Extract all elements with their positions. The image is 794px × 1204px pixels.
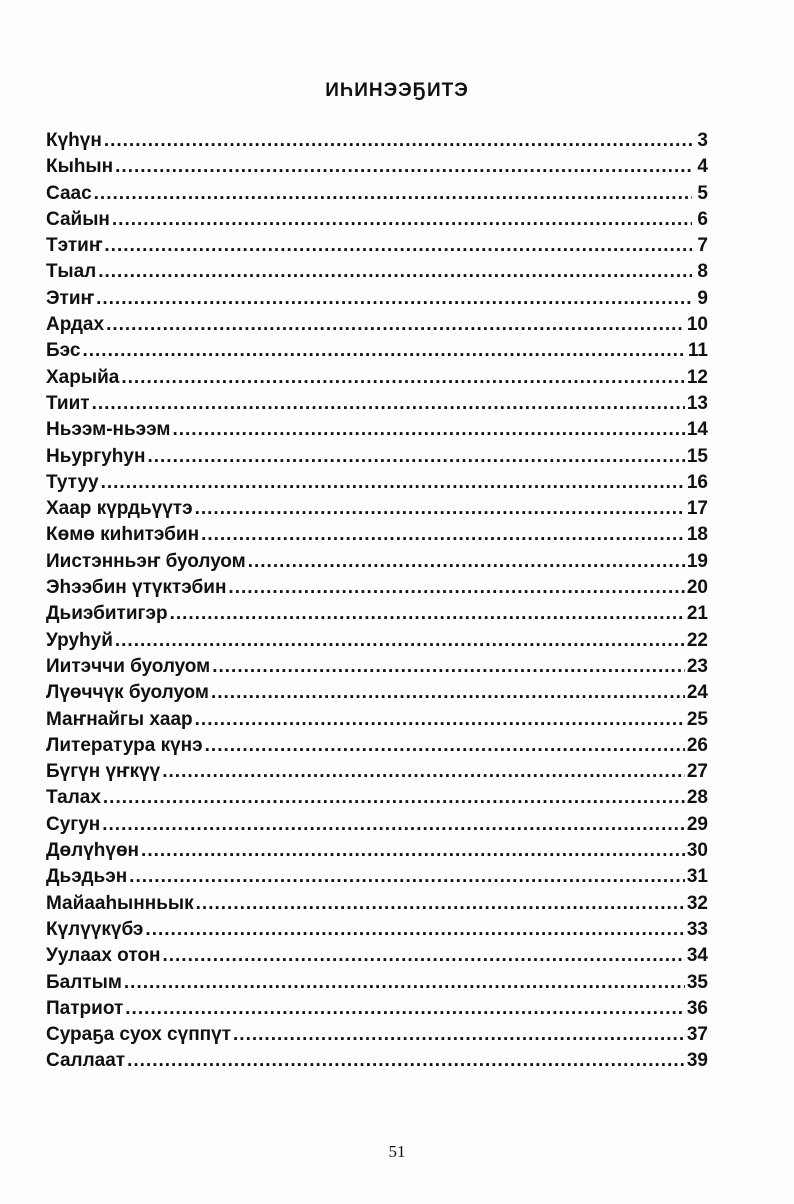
toc-entry-title: Ардах	[46, 314, 105, 336]
toc-entry-title: Тиит	[46, 392, 90, 414]
toc-entry-page: 22	[686, 629, 708, 651]
dot-leader	[103, 785, 685, 811]
toc-entry-page: 25	[686, 708, 708, 730]
toc-entry	[46, 154, 708, 180]
toc-entry-title: Балтым	[46, 971, 122, 993]
toc-entry-title: Лүөччүк буолуом	[46, 682, 209, 704]
dot-leader	[228, 575, 684, 601]
dot-leader	[102, 812, 685, 838]
toc-entry-title: Тыал	[46, 261, 97, 283]
dot-leader	[129, 864, 685, 890]
toc-entry-page: 11	[687, 340, 708, 362]
toc-entry-page: 10	[686, 314, 708, 336]
toc-entry	[46, 181, 708, 207]
dot-leader	[82, 338, 685, 364]
toc-entry	[46, 365, 708, 391]
toc-entry-page: 28	[686, 787, 708, 809]
toc-entry-page: 15	[686, 445, 708, 467]
toc-entry	[46, 128, 708, 154]
toc-entry-page: 19	[686, 550, 708, 572]
toc-entry-title: Тутуу	[46, 471, 99, 493]
toc-entry	[46, 733, 708, 759]
toc-entry-title: Майааһынньык	[46, 892, 194, 914]
toc-entry-title: Харыйа	[46, 366, 120, 388]
dot-leader	[141, 838, 685, 864]
dot-leader	[98, 259, 692, 285]
toc-entry	[46, 286, 708, 312]
toc-entry	[46, 680, 708, 706]
toc-entry	[46, 470, 708, 496]
toc-entry	[46, 259, 708, 285]
toc-entry-title: Маҥнайгы хаар	[46, 708, 193, 730]
toc-entry-page: 24	[686, 682, 708, 704]
dot-leader	[94, 181, 692, 207]
toc-entry-page: 26	[686, 734, 708, 756]
toc-entry	[46, 812, 708, 838]
toc-entry-page: 23	[686, 655, 708, 677]
toc-entry-title: Тэтиҥ	[46, 235, 103, 257]
toc-entry	[46, 785, 708, 811]
toc-entry	[46, 549, 708, 575]
dot-leader	[124, 970, 685, 996]
toc-entry-title: Кыһын	[46, 156, 114, 178]
toc-entry-title: Күһүн	[46, 130, 102, 151]
toc-entry-page: 27	[686, 761, 708, 783]
toc-entry-page: 6	[697, 208, 708, 230]
dot-leader	[92, 391, 685, 417]
toc-entry	[46, 654, 708, 680]
dot-leader	[115, 628, 685, 654]
dot-leader	[172, 417, 684, 443]
toc-entry-title: Ньургуһун	[46, 445, 146, 467]
toc-entry-title: Саллаат	[46, 1050, 126, 1072]
toc-entry	[46, 496, 708, 522]
toc-entry	[46, 996, 708, 1022]
toc-entry-page: 14	[686, 419, 708, 441]
dot-leader	[233, 1022, 685, 1048]
toc-entry	[46, 417, 708, 443]
dot-leader	[205, 733, 685, 759]
toc-entry-title: Сураҕа суох сүппүт	[46, 1024, 232, 1046]
toc-entry-page: 17	[686, 498, 708, 520]
dot-leader	[96, 286, 692, 312]
toc-entry-title: Дьиэбитигэр	[46, 603, 168, 625]
toc-entry-title: Бэс	[46, 340, 81, 362]
toc-entry-page: 36	[686, 997, 708, 1019]
toc-entry-title: Дөлүһүөн	[46, 840, 140, 862]
dot-leader	[101, 470, 685, 496]
toc-entry-page: 3	[697, 130, 708, 151]
toc-entry-page: 20	[686, 577, 708, 599]
toc-entry-page: 30	[686, 840, 708, 862]
dot-leader	[121, 365, 685, 391]
toc-entry-title: Литература күнэ	[46, 734, 203, 756]
toc-entry-page: 32	[686, 892, 708, 914]
toc-entry-title: Уруһуй	[46, 629, 113, 651]
toc-entry-title: Ньээм-ньээм	[46, 419, 171, 441]
toc-entry-page: 5	[697, 182, 708, 204]
dot-leader	[115, 154, 692, 180]
toc-entry-title: Иистэнньэҥ буолуом	[46, 550, 246, 572]
toc-entry-page: 33	[686, 918, 708, 940]
dot-leader	[104, 233, 692, 259]
toc-entry	[46, 891, 708, 917]
dot-leader	[162, 759, 685, 785]
toc-entry-title: Эһээбин үтүктэбин	[46, 577, 227, 599]
toc-entry-title: Сайын	[46, 208, 110, 230]
toc-entry-page: 7	[697, 235, 708, 257]
dot-leader	[212, 654, 685, 680]
toc-entry-page: 31	[686, 866, 708, 888]
page-number: 51	[388, 1142, 406, 1161]
toc-entry-title: Дьэдьэн	[46, 866, 128, 888]
toc-entry	[46, 917, 708, 943]
toc-entry-page: 34	[686, 945, 708, 967]
page-title: ИҺИНЭЭҔИТЭ	[325, 80, 469, 101]
dot-leader	[170, 601, 685, 627]
dot-leader	[145, 917, 684, 943]
toc-entry	[46, 838, 708, 864]
toc-entry-page: 29	[686, 813, 708, 835]
toc-entry-title: Уулаах отон	[46, 945, 161, 967]
dot-leader	[248, 549, 685, 575]
dot-leader	[147, 444, 684, 470]
dot-leader	[104, 128, 692, 154]
toc-entry-title: Патриот	[46, 997, 124, 1019]
toc-entry	[46, 444, 708, 470]
toc-entry	[46, 759, 708, 785]
toc-entry-title: Күлүүкүбэ	[46, 918, 144, 940]
dot-leader	[195, 707, 685, 733]
toc-entry-title: Этиҥ	[46, 287, 95, 309]
toc-entry-page: 12	[686, 366, 708, 388]
toc-entry	[46, 575, 708, 601]
dot-leader	[211, 680, 685, 706]
toc-entry-title: Хаар күрдьүүтэ	[46, 498, 193, 520]
toc-entry	[46, 522, 708, 548]
toc-entry-page: 37	[686, 1024, 708, 1046]
toc-entry-title: Талах	[46, 787, 101, 809]
toc-entry-title: Иитэччи буолуом	[46, 655, 211, 677]
toc-entry	[46, 970, 708, 996]
toc-entry-page: 21	[686, 603, 708, 625]
toc-entry	[46, 628, 708, 654]
toc-entry-page: 13	[686, 392, 708, 414]
dot-leader	[201, 522, 685, 548]
toc-entry-page: 39	[686, 1050, 708, 1072]
toc-entry	[46, 233, 708, 259]
toc-entry-page: 18	[686, 524, 708, 546]
dot-leader	[195, 496, 685, 522]
toc-entry	[46, 1048, 708, 1074]
dot-leader	[125, 996, 685, 1022]
toc-entry-title: Бүгүн үҥкүү	[46, 761, 161, 783]
toc-entry-title: Көмө киһитэбин	[46, 524, 200, 546]
toc-entry	[46, 601, 708, 627]
dot-leader	[196, 891, 685, 917]
toc-entry-page: 8	[697, 261, 708, 283]
toc-entry	[46, 312, 708, 338]
toc-entry	[46, 391, 708, 417]
table-of-contents	[46, 128, 708, 1075]
toc-entry-page: 9	[697, 287, 708, 309]
dot-leader	[112, 207, 692, 233]
toc-entry	[46, 207, 708, 233]
toc-entry-title: Сугун	[46, 813, 101, 835]
toc-entry	[46, 338, 708, 364]
dot-leader	[106, 312, 685, 338]
toc-entry	[46, 1022, 708, 1048]
toc-entry	[46, 864, 708, 890]
dot-leader	[162, 943, 684, 969]
toc-entry-title: Саас	[46, 182, 92, 204]
toc-entry	[46, 707, 708, 733]
toc-entry-page: 35	[686, 971, 708, 993]
toc-entry	[46, 943, 708, 969]
toc-entry-page: 16	[686, 471, 708, 493]
toc-entry-page: 4	[697, 156, 708, 178]
dot-leader	[127, 1048, 685, 1074]
